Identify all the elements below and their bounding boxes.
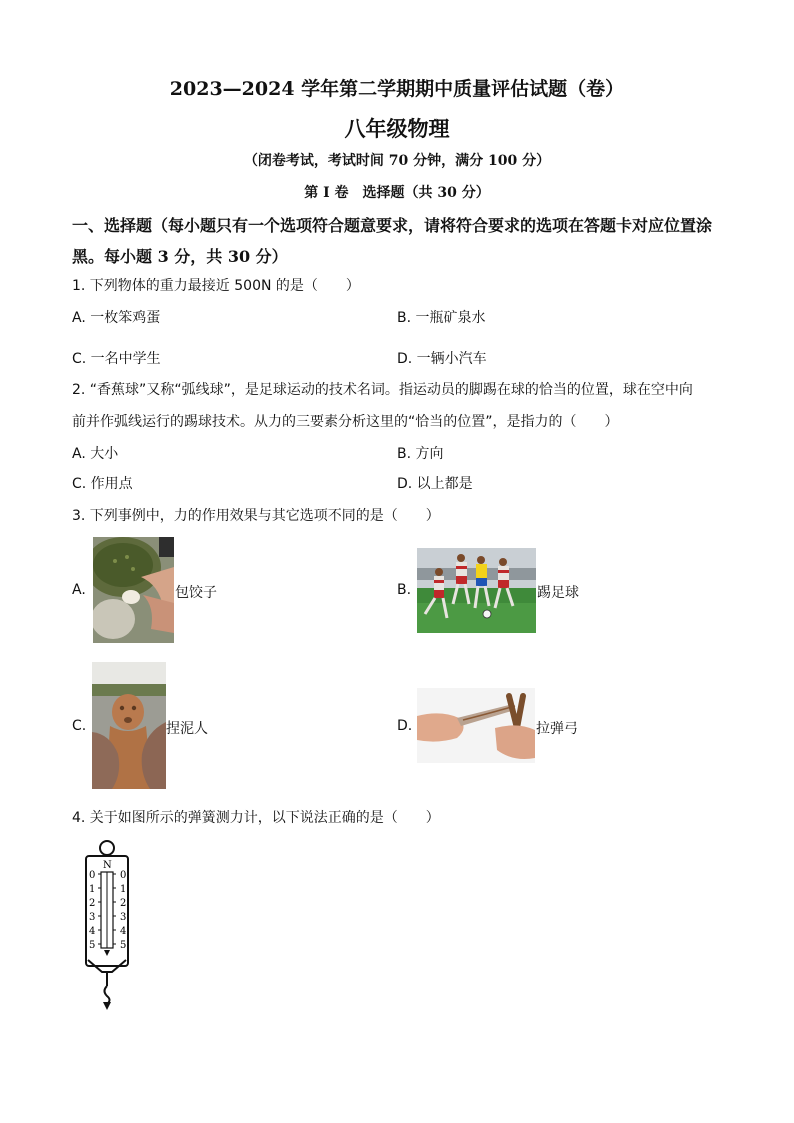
scale-tick-label: 0 [120,870,127,881]
exam-info: （闭卷考试，考试时间 70 分钟，满分 100 分） [243,153,551,169]
scale-tick-label: 2 [89,898,96,909]
scale-tick-label: 1 [120,884,127,895]
q1-option-a[interactable]: A. 一枚笨鸡蛋 [72,310,161,326]
subject-title: 八年级物理 [344,116,450,141]
scale-tick-label: 1 [89,884,96,895]
scale-tick-label: 3 [89,912,96,923]
scale-tick-label: 5 [120,940,127,951]
q3-option-d-letter[interactable]: D. [397,718,413,734]
q2-option-d[interactable]: D. 以上都是 [397,476,473,492]
q2-stem-line1: 2. “香蕉球”又称“弧线球”，是足球运动的技术名词。指运动员的脚踢在球的恰当的位置，球在空中向 [72,382,693,398]
exam-title: 2023—2024 学年第二学期期中质量评估试题（卷） [169,78,625,100]
section-heading-line2: 黑。每小题 3 分，共 30 分） [72,247,288,266]
q3-option-a-letter[interactable]: A. [72,582,86,598]
scale-unit-label: N [103,860,112,871]
dumpling-photo [93,537,174,643]
q4-stem: 4. 关于如图所示的弹簧测力计，以下说法正确的是（ ） [72,810,440,826]
q3-option-c-letter[interactable]: C. [72,718,87,734]
q1-option-c[interactable]: C. 一名中学生 [72,351,161,367]
q2-stem-line2: 前并作弧线运行的踢球技术。从力的三要素分析这里的“恰当的位置”，是指力的（ ） [72,414,619,430]
q3-stem: 3. 下列事例中，力的作用效果与其它选项不同的是（ ） [72,508,440,524]
q2-option-a[interactable]: A. 大小 [72,446,119,462]
scale-tick-label: 0 [89,870,96,881]
q2-option-b[interactable]: B. 方向 [397,446,444,462]
q1-option-b[interactable]: B. 一瓶矿泉水 [397,310,486,326]
soccer-photo [417,548,536,633]
clay-figure-photo [92,662,166,789]
slingshot-photo [417,688,535,763]
q3-option-c-caption: 捏泥人 [166,721,208,737]
part-title: 第 I 卷 选择题（共 30 分） [304,185,490,201]
scale-tick-label: 3 [120,912,127,923]
scale-tick-label: 4 [89,926,96,937]
section-heading-line1: 一、选择题（每小题只有一个选项符合题意要求，请将符合要求的选项在答题卡对应位置涂 [72,216,713,235]
q3-option-d-caption: 拉弹弓 [536,721,578,737]
q3-option-b-caption: 踢足球 [537,585,579,601]
scale-tick-label: 5 [89,940,96,951]
q3-option-a-caption: 包饺子 [175,585,217,601]
spring-scale-diagram [82,838,132,1010]
scale-tick-label: 4 [120,926,127,937]
q2-option-c[interactable]: C. 作用点 [72,476,133,492]
q1-option-d[interactable]: D. 一辆小汽车 [397,351,487,367]
q3-option-b-letter[interactable]: B. [397,582,412,598]
q1-stem: 1. 下列物体的重力最接近 500N 的是（ ） [72,278,360,294]
scale-tick-label: 2 [120,898,127,909]
